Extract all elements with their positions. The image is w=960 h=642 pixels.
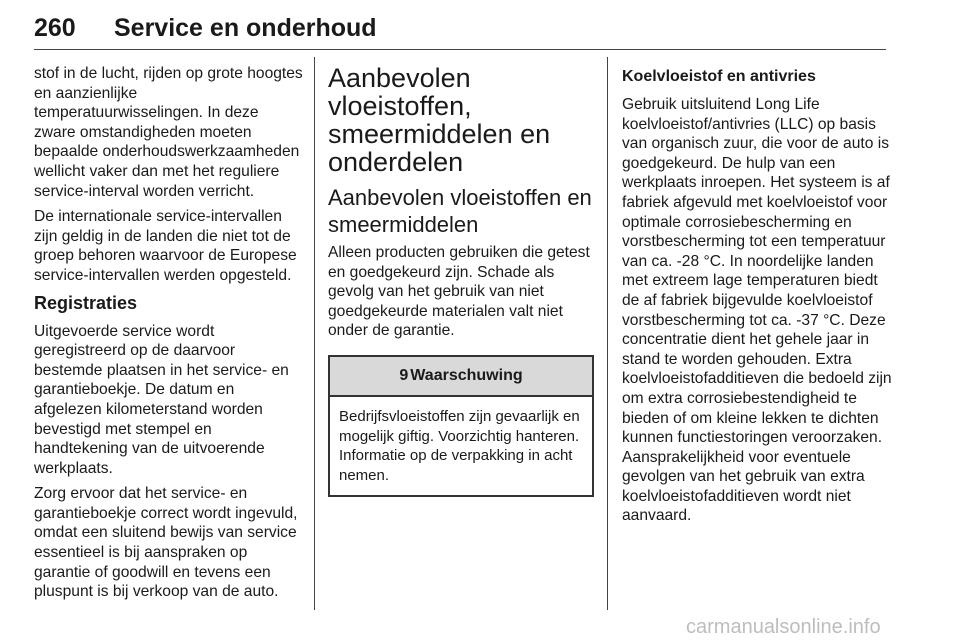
paragraph-approved-products: Alleen producten gebruiken die getest en goedgekeurd zijn. Schade als gevolg van het gebruik van niet goedgekeurde materialen valt niet onder de garantie. [328,244,590,340]
heading-coolant: Koelvloeistof en antivries [622,68,816,85]
column-middle [328,64,598,497]
column-right [622,64,892,532]
warning-text: Bedrijfsvloeistoffen zijn gevaarlijk en mogelijk giftig. Voorzichtig hanteren. Informatie op de verpakking in acht nemen. [339,407,580,484]
subsection-title: Aanbevolen vloeistoffen en smeermiddelen [328,185,592,237]
paragraph-international: De internationale service-intervallen zijn geldig in de landen die niet tot de groep behoren waarvoor de Europese service-intervallen werden opgesteld. [34,208,297,284]
page-header [34,14,886,52]
paragraph-coolant: Gebruik uitsluitend Long Life koelvloeistof/antivries (LLC) op basis van organisch zuur, die voor de auto is goedgekeurd. De hulp van een werkplaats inroepen. Het systeem is af fabriek afgevuld met koelvloeistof voor optimale corrosiebescherming en vorstbescherming tot een temperatuur van ca. -28 °C. In noordelijke landen met extreem lage temperaturen biedt de af fabriek bijgevulde koelvloeistof vorstbescherming tot ca. -37 °C. Deze concentratie dient het gehele jaar in stand te worden gehouden. Extra koelvloeistofadditieven die bedoeld zijn om extra corrosiebestendigheid te bieden of om kleine lekken te dichten kunnen functiestoringen veroorzaken. Aansprakelijkheid voor eventuele gevolgen van het gebruik van extra koelvloeistofadditieven wordt niet aanvaard. [622,96,892,525]
paragraph-registration: Uitgevoerde service wordt geregistreerd op de daarvoor bestemde plaatsen in het service- en garantieboekje. De datum en afgelezen kilometerstand worden bevestigd met stempel en handtekening van de uitvoerende werkplaats. [34,322,289,477]
page-title: Service en onderhoud [114,14,377,42]
header-rule [34,49,886,50]
section-title: Aanbevolen vloeistoffen, smeermiddelen en onderdelen [328,63,551,177]
heading-registraties: Registraties [34,292,138,313]
warning-icon: 9 [399,366,409,384]
warning-title: Waarschuwing [410,366,523,384]
warning-box [328,355,594,497]
column-left [34,64,304,608]
paragraph-conditions: stof in de lucht, rijden op grote hoogtes en aanzienlijke temperatuurwisselingen. In deze zware omstandigheden moeten bepaalde onderhoudswerkzaamheden wellicht vaker dan met het reguliere service-interval worden verricht. [34,65,303,200]
watermark: carmanualsonline.info [686,616,881,638]
warning-header [330,357,592,397]
page-number: 260 [34,14,76,42]
paragraph-booklet: Zorg ervoor dat het service- en garantieboekje correct wordt ingevuld, omdat een sluitend bewijs van service essentieel is bij aanspraken op garantie of goodwill en tevens een pluspunt is bij verkoop van de auto. [34,485,298,601]
column-divider-1 [314,57,315,610]
column-divider-2 [607,57,608,610]
